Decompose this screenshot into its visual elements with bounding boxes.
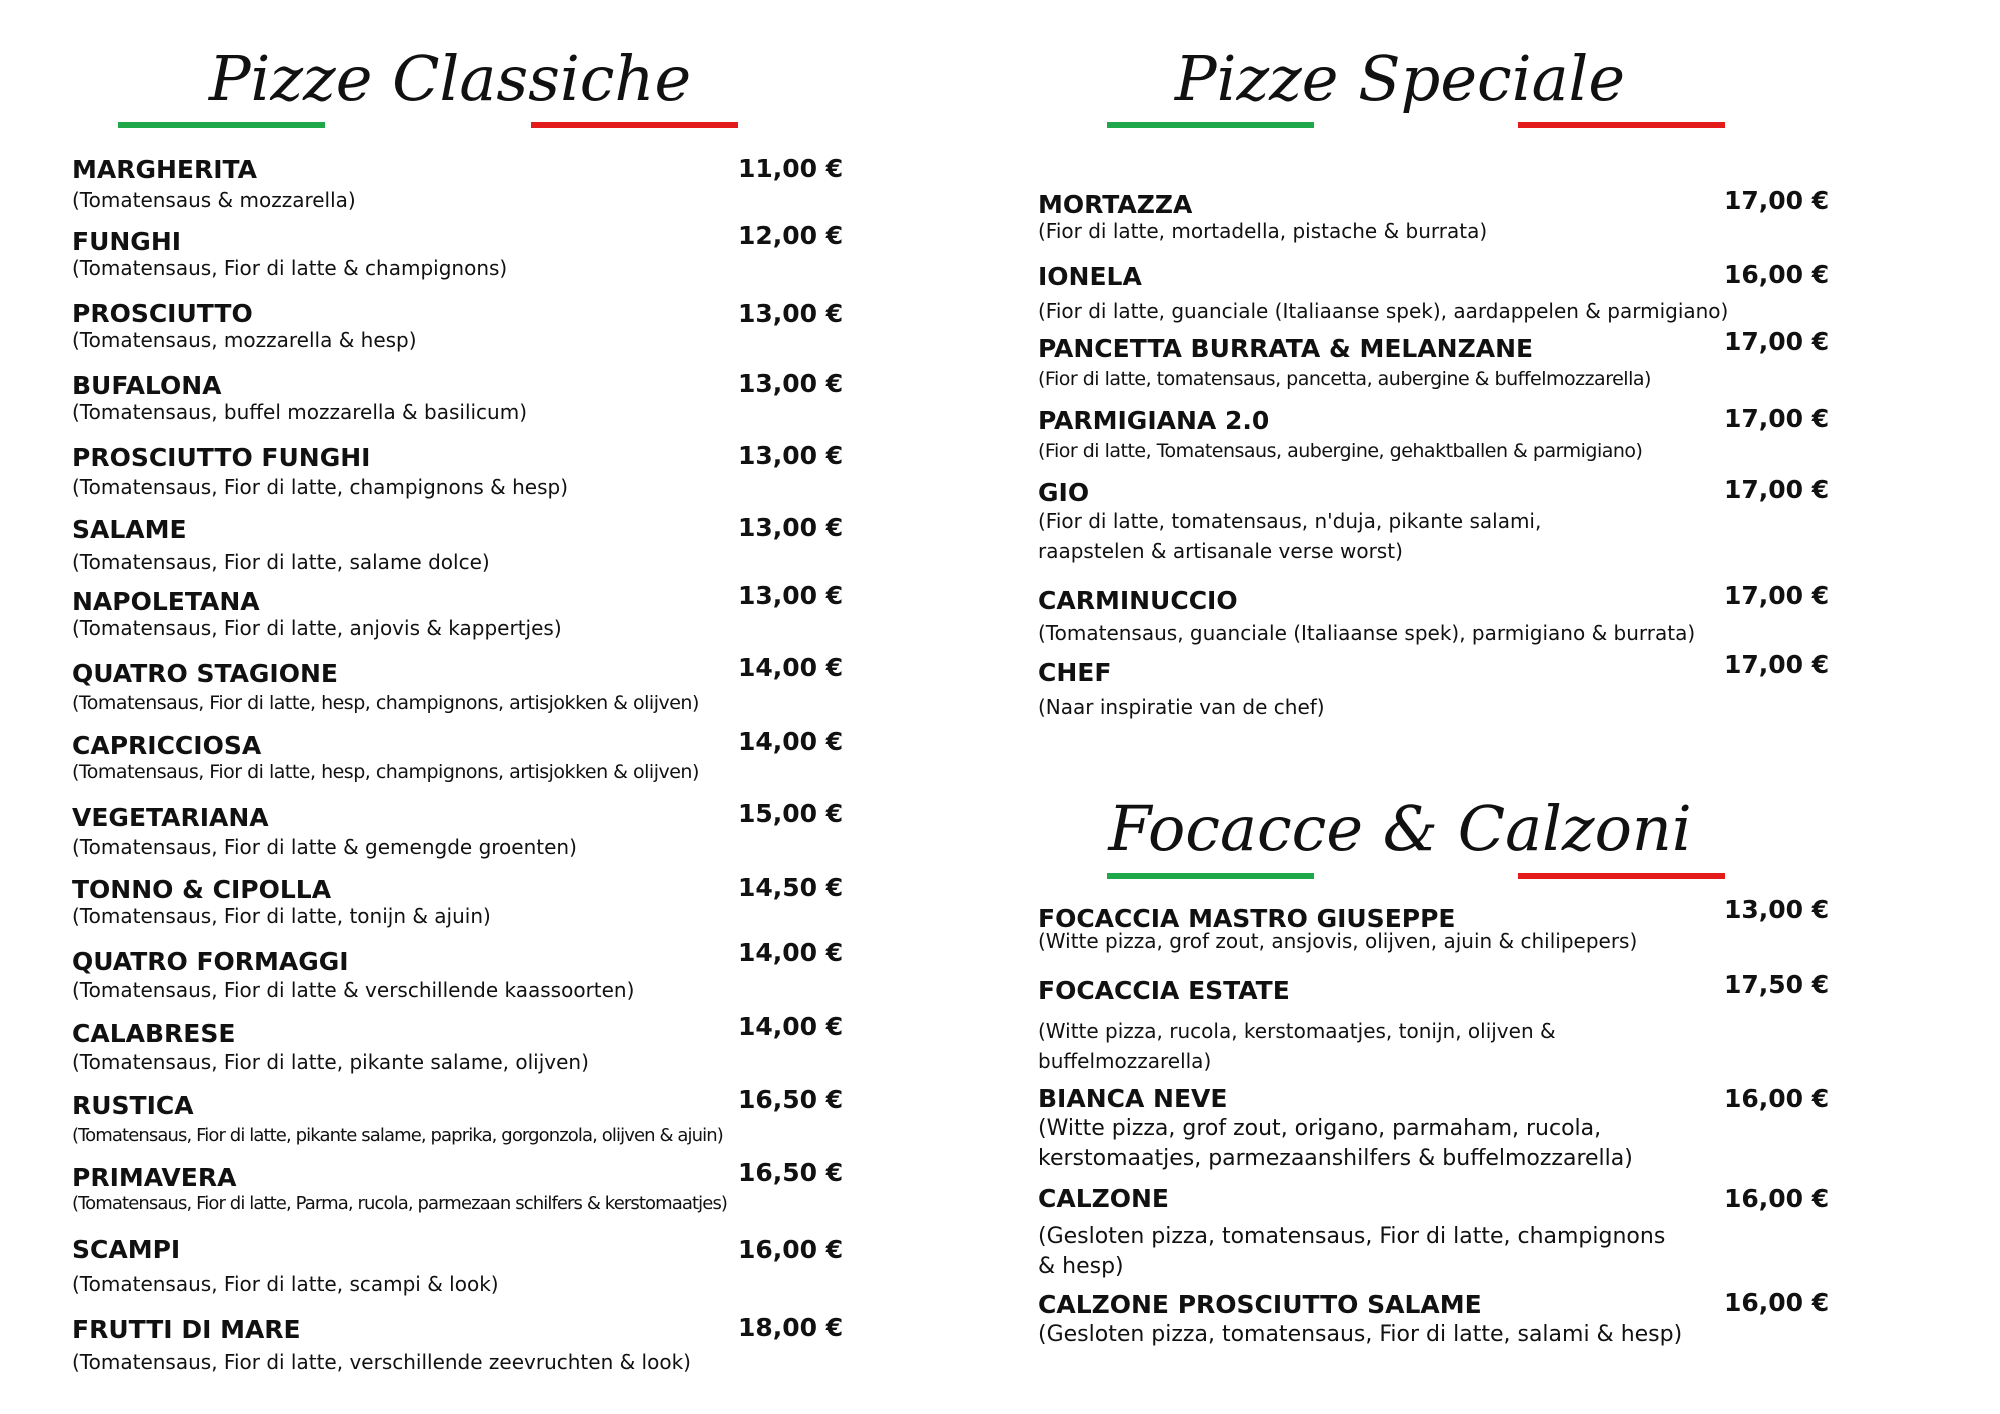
item-description: (Fior di latte, tomatensaus, pancetta, aubergine & buffelmozzarella) [1038,368,1651,390]
item-description: (Naar inspiratie van de chef) [1038,695,1325,719]
menu-item [1038,262,1728,326]
item-name: SCAMPI [72,1235,181,1264]
item-description: (Tomatensaus, Fior di latte, champignons & hesp) [72,475,569,499]
menu-item [72,1235,499,1299]
item-name: PROSCIUTTO [72,299,253,328]
menu-item [72,947,634,1005]
menu-item [72,1163,727,1219]
item-description: (Tomatensaus & mozzarella) [72,188,356,212]
item-name: MARGHERITA [72,155,258,184]
menu-item [1038,406,1642,466]
divider-green [1107,122,1314,128]
item-description: (Fior di latte, Tomatensaus, aubergine, gehaktballen & parmigiano) [1038,440,1643,462]
item-description: (Tomatensaus, Fior di latte, salame dolce) [72,550,490,574]
item-name: CALZONE PROSCIUTTO SALAME [1038,1290,1482,1319]
menu-item [72,1091,723,1151]
item-price: 16,00 € [738,1235,844,1264]
item-description: (Tomatensaus, Fior di latte & gemengde groenten) [72,835,577,859]
item-price: 14,00 € [738,1012,844,1041]
item-description: (Witte pizza, grof zout, ansjovis, olijven, ajuin & chilipepers) [1038,929,1638,953]
item-price: 14,00 € [738,653,844,682]
item-name: BUFALONA [72,371,222,400]
item-description: (Tomatensaus, Fior di latte & champignons) [72,256,508,280]
item-name: PROSCIUTTO FUNGHI [72,443,371,472]
menu-item [72,155,356,215]
item-name: CHEF [1038,658,1112,687]
item-price: 13,00 € [738,513,844,542]
menu-item [1038,478,1628,566]
menu-item [72,299,417,355]
menu-item [1038,334,1651,394]
item-description: (Tomatensaus, buffel mozzarella & basilicum) [72,400,528,424]
item-price: 18,00 € [738,1313,844,1342]
item-price: 12,00 € [738,221,844,250]
menu-item [1038,190,1487,246]
item-price: 13,00 € [738,581,844,610]
section-title-focacce: Focacce & Calzoni [1108,792,1692,865]
item-name: NAPOLETANA [72,587,260,616]
menu-item [1038,904,1637,956]
item-description: (Tomatensaus, Fior di latte, hesp, champignons, artisjokken & olijven) [72,761,699,783]
divider-green [118,122,325,128]
item-description: (Fior di latte, mortadella, pistache & burrata) [1038,219,1488,243]
item-price: 17,00 € [1724,581,1830,610]
item-description: (Tomatensaus, Fior di latte, pikante salame, paprika, gorgonzola, olijven & ajuin) [72,1125,723,1146]
item-description: (Gesloten pizza, tomatensaus, Fior di latte, salami & hesp) [1038,1322,1683,1347]
item-name: FOCACCIA ESTATE [1038,976,1290,1005]
item-name: PANCETTA BURRATA & MELANZANE [1038,334,1534,363]
divider-green [1107,873,1314,879]
menu-item [72,371,527,427]
item-description: (Gesloten pizza, tomatensaus, Fior di latte, champignons & hesp) [1038,1224,1666,1279]
item-name: BIANCA NEVE [1038,1084,1228,1113]
item-price: 15,00 € [738,799,844,828]
item-price: 17,00 € [1724,475,1830,504]
menu-item [72,1315,691,1377]
item-price: 17,00 € [1724,186,1830,215]
item-price: 13,00 € [738,441,844,470]
item-price: 16,50 € [738,1158,844,1187]
item-price: 16,00 € [1724,1288,1830,1317]
item-description: (Tomatensaus, Fior di latte, pikante salame, olijven) [72,1050,589,1074]
item-description: (Witte pizza, grof zout, origano, parmaham, rucola, kerstomaatjes, parmezaanshilfers & buffelmozzarella) [1038,1116,1633,1171]
item-description: (Tomatensaus, guanciale (Italiaanse spek), parmigiano & burrata) [1038,621,1696,645]
menu-item [72,443,568,502]
item-name: IONELA [1038,262,1142,291]
item-price: 17,00 € [1724,650,1830,679]
item-name: SALAME [72,515,187,544]
item-name: CAPRICCIOSA [72,731,262,760]
item-name: QUATRO FORMAGGI [72,947,349,976]
item-price: 13,00 € [738,299,844,328]
menu-item [1038,586,1695,648]
divider-red [1518,873,1725,879]
menu-item [1038,976,1598,1076]
menu-item [72,1019,589,1077]
menu-item [72,227,507,283]
item-name: PRIMAVERA [72,1163,237,1192]
menu-item [1038,1290,1682,1350]
menu-item [72,803,577,862]
item-description: (Tomatensaus, Fior di latte & verschillende kaassoorten) [72,978,635,1002]
item-price: 16,00 € [1724,1184,1830,1213]
item-name: FUNGHI [72,227,182,256]
item-price: 17,00 € [1724,327,1830,356]
item-name: CALABRESE [72,1019,236,1048]
item-description: (Tomatensaus, Fior di latte, anjovis & kappertjes) [72,616,562,640]
item-description: (Witte pizza, rucola, kerstomaatjes, tonijn, olijven & buffelmozzarella) [1038,1019,1556,1073]
item-description: (Tomatensaus, Fior di latte, scampi & look) [72,1272,499,1296]
item-price: 13,00 € [738,369,844,398]
section-title-classiche: Pizze Classiche [208,42,692,115]
item-description: (Fior di latte, guanciale (Italiaanse spek), aardappelen & parmigiano) [1038,299,1729,323]
menu-item [72,875,491,931]
item-price: 16,00 € [1724,260,1830,289]
item-description: (Tomatensaus, Fior di latte, tonijn & ajuin) [72,904,491,928]
item-name: TONNO & CIPOLLA [72,875,332,904]
menu-item [72,659,699,718]
item-description: (Tomatensaus, Fior di latte, Parma, rucola, parmezaan schilfers & kerstomaatjes) [72,1193,728,1214]
item-price: 16,50 € [738,1085,844,1114]
item-price: 16,00 € [1724,1084,1830,1113]
menu-item [1038,658,1325,722]
item-price: 14,50 € [738,873,844,902]
item-price: 11,00 € [738,154,844,183]
item-name: CARMINUCCIO [1038,586,1238,615]
item-name: QUATRO STAGIONE [72,659,338,688]
item-name: MORTAZZA [1038,190,1193,219]
menu-item [1038,1084,1678,1174]
item-description: (Tomatensaus, Fior di latte, verschillende zeevruchten & look) [72,1350,691,1374]
section-title-speciale: Pizze Speciale [1174,42,1626,115]
item-name: PARMIGIANA 2.0 [1038,406,1270,435]
item-price: 13,00 € [1724,895,1830,924]
menu-item [72,515,490,577]
item-price: 17,50 € [1724,970,1830,999]
item-description: (Tomatensaus, mozzarella & hesp) [72,328,417,352]
item-price: 14,00 € [738,727,844,756]
item-name: GIO [1038,478,1090,507]
item-name: FOCACCIA MASTRO GIUSEPPE [1038,904,1456,933]
item-description: (Fior di latte, tomatensaus, n'duja, pikante salami, raapstelen & artisanale verse worst) [1038,509,1542,563]
item-name: FRUTTI DI MARE [72,1315,301,1344]
menu-item [72,587,562,643]
menu-item [72,731,699,787]
item-price: 17,00 € [1724,404,1830,433]
item-name: CALZONE [1038,1184,1170,1213]
item-name: VEGETARIANA [72,803,269,832]
item-name: RUSTICA [72,1091,194,1120]
item-description: (Tomatensaus, Fior di latte, hesp, champignons, artisjokken & olijven) [72,692,699,714]
divider-red [531,122,738,128]
menu-item [1038,1184,1678,1282]
divider-red [1518,122,1725,128]
item-price: 14,00 € [738,938,844,967]
